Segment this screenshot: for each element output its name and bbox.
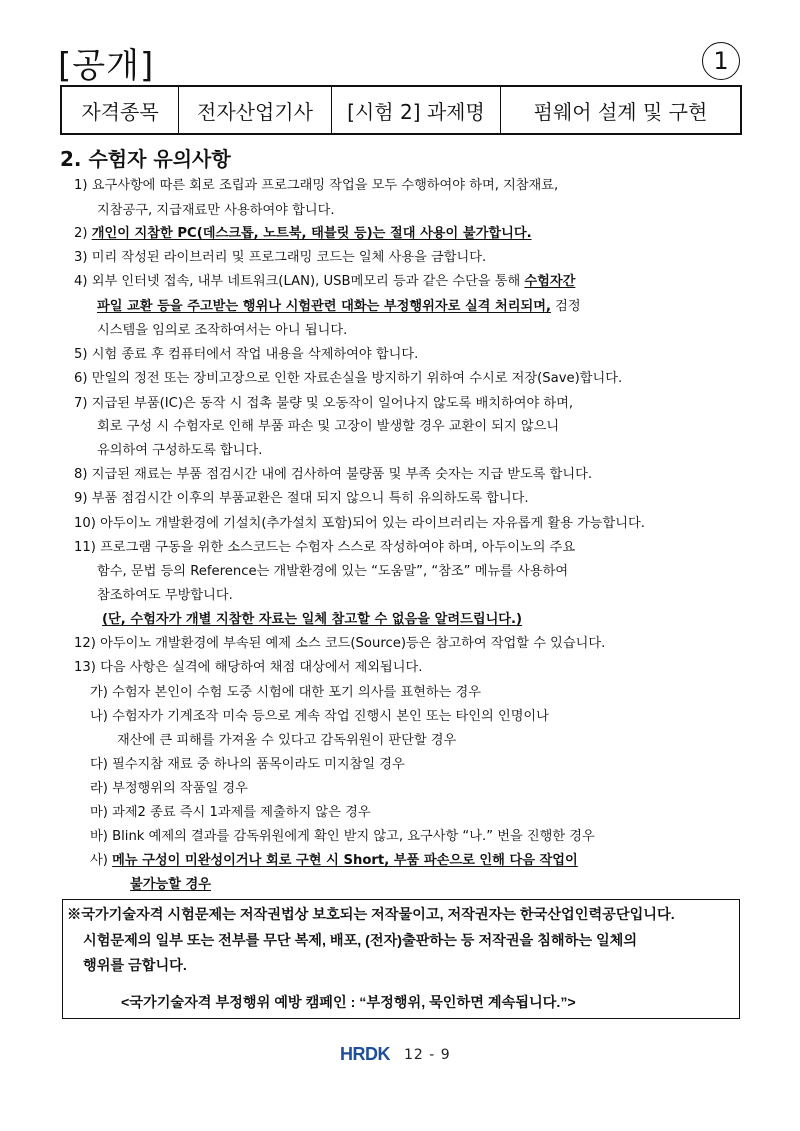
hrdk-logo: HRDK (340, 1044, 390, 1064)
instruction-line: 12) 아두이노 개발환경에 부속된 예제 소스 코드(Source)등은 참고하여 작업할 수 있습니다. (74, 636, 606, 651)
instruction-line: 11) 프로그램 구동을 위한 소스코드는 수험자 스스로 작성하여야 하며, 아두이노의 주요 (74, 540, 576, 555)
instruction-line: 10) 아두이노 개발환경에 기설치(추가설치 포함)되어 있는 라이브러리는 자유롭게 활용 가능합니다. (74, 516, 645, 531)
instruction-line: 3) 미리 작성된 라이브러리 및 프로그래밍 코드는 일체 사용을 금합니다. (74, 250, 487, 265)
info-value-subject: 전자산업기사 (179, 87, 332, 133)
info-label-task: [시험 2] 과제명 (332, 87, 501, 133)
instruction-line: 8) 지급된 재료는 부품 점검시간 내에 검사하여 불량품 및 부족 숫자는 지급 받도록 합니다. (74, 467, 593, 482)
page-marker-number: 1 (713, 47, 729, 75)
instruction-line: 지참공구, 지급재료만 사용하여야 합니다. (97, 203, 335, 218)
instruction-line: 유의하여 구성하도록 합니다. (97, 443, 263, 458)
instruction-subitem: 라) 부정행위의 작품일 경우 (90, 781, 248, 796)
instruction-subitem: 사) 메뉴 구성이 미완성이거나 회로 구현 시 Short, 부품 파손으로 인해 다음 작업이 (90, 853, 578, 868)
instruction-subitem: 나) 수험자가 기계조작 미숙 등으로 계속 작업 진행시 본인 또는 타인의 인명이나 (90, 709, 549, 724)
instruction-line: 6) 만일의 정전 또는 장비고장으로 인한 자료손실을 방지하기 위하여 수시로 저장(Save)합니다. (74, 371, 623, 386)
disclosure-tag: [공개] (58, 46, 155, 86)
instruction-line: 2) 개인이 지참한 PC(데스크톱, 노트북, 태블릿 등)는 절대 사용이 불가합니다. (74, 226, 532, 241)
copyright-notice-box (62, 899, 740, 1019)
instruction-line-emphasis: (단, 수험자가 개별 지참한 자료는 일체 참고할 수 없음을 알려드립니다.) (102, 612, 523, 627)
page-footer (340, 1044, 451, 1065)
instruction-line: 13) 다음 사항은 실격에 해당하여 채점 대상에서 제외됩니다. (74, 660, 423, 675)
instruction-line: 시스템을 임의로 조작하여서는 아니 됩니다. (97, 323, 348, 338)
instruction-line: 5) 시험 종료 후 컴퓨터에서 작업 내용을 삭제하여야 합니다. (74, 347, 419, 362)
instruction-subitem: 마) 과제2 종료 즉시 1과제를 제출하지 않은 경우 (90, 805, 371, 820)
footer-page-number: 12 - 9 (404, 1046, 451, 1063)
notice-line: 행위를 금합니다. (83, 958, 187, 974)
info-value-task: 펌웨어 설계 및 구현 (533, 99, 708, 124)
instruction-subitem: 바) Blink 예제의 결과를 감독위원에게 확인 받지 않고, 요구사항 “나.” 번을 진행한 경우 (90, 829, 595, 844)
info-table (60, 85, 742, 135)
instruction-line: 1) 요구사항에 따른 회로 조립과 프로그래밍 작업을 모두 수행하여야 하며, 지참재료, (74, 178, 559, 193)
instruction-subitem: 불가능할 경우 (130, 877, 212, 892)
notice-line: ※국가기술자격 시험문제는 저작권법상 보호되는 저작물이고, 저작권자는 한국산업인력공단입니다. (67, 907, 675, 923)
instruction-line: 참조하여도 무방합니다. (97, 588, 233, 603)
instruction-line: 회로 구성 시 수험자로 인해 부품 파손 및 고장이 발생할 경우 교환이 되지 않으니 (97, 419, 560, 434)
instruction-line: 9) 부품 점검시간 이후의 부품교환은 절대 되지 않으니 특히 유의하도록 합니다. (74, 491, 529, 506)
instruction-subitem: 재산에 큰 피해를 가져올 수 있다고 감독위원이 판단할 경우 (117, 733, 457, 748)
campaign-line: <국가기술자격 부정행위 예방 캠페인 : “부정행위, 묵인하면 계속됩니다.”> (121, 995, 576, 1011)
instruction-line: 파일 교환 등을 주고받는 행위나 시험관련 대화는 부정행위자로 실격 처리되며, 검정 (97, 299, 581, 314)
instruction-subitem: 다) 필수지참 재료 중 하나의 품목이라도 미지참일 경우 (90, 757, 405, 772)
notice-line: 시험문제의 일부 또는 전부를 무단 복제, 배포, (전자)출판하는 등 저작권을 침해하는 일체의 (83, 933, 638, 949)
section-title: 2. 수험자 유의사항 (60, 147, 231, 171)
page-marker-circle (702, 42, 740, 80)
info-label-subject: 자격종목 (62, 87, 179, 133)
instruction-line: 7) 지급된 부품(IC)은 동작 시 접촉 불량 및 오동작이 일어나지 않도록 배치하여야 하며, (74, 396, 574, 411)
instruction-line: 4) 외부 인터넷 접속, 내부 네트워크(LAN), USB메모리 등과 같은 수단을 통해 수험자간 (74, 274, 576, 289)
instruction-subitem: 가) 수험자 본인이 수험 도중 시험에 대한 포기 의사를 표현하는 경우 (90, 685, 482, 700)
instruction-line: 함수, 문법 등의 Reference는 개발환경에 있는 “도움말”, “참조” 메뉴를 사용하여 (97, 564, 569, 579)
